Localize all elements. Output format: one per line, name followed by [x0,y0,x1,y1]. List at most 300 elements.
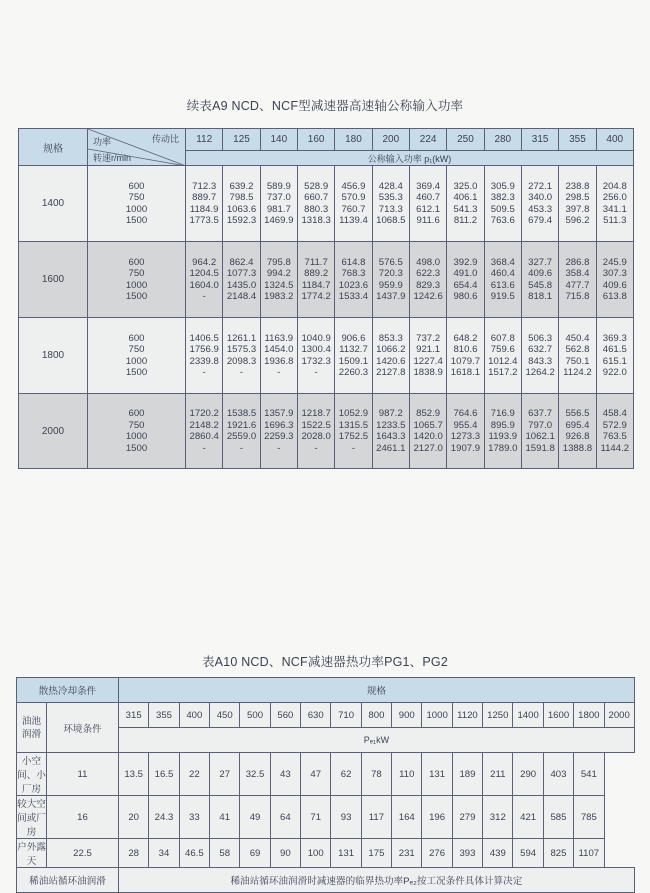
power-value: 1575.3 [226,344,257,355]
power-value: 369.4 [416,180,441,192]
power-value: - [351,442,356,454]
power-value: 895.9 [490,419,515,431]
speed-value: 600 [128,408,145,419]
power-cell [447,242,484,318]
power-value: 1437.9 [376,291,406,302]
thermal-power-value: 100 [301,839,331,868]
power-value: 679.4 [528,215,553,226]
power-cell [596,166,633,242]
power-cell [372,166,409,242]
power-cell [559,166,596,242]
speed-label: 转速r/min [93,153,131,163]
thermal-power-value: 24.3 [149,796,179,839]
power-cell [186,394,223,469]
power-value: 1066.2 [376,344,406,355]
power-value: 612.1 [416,203,441,215]
thermal-power-value: 189 [452,753,482,796]
power-value: - [277,442,281,454]
power-value: 1773.5 [189,215,219,226]
speed-value: 600 [128,332,145,344]
power-cell [223,318,260,394]
size-header: 2000 [604,703,634,728]
power-value: 541.3 [453,203,478,215]
power-cell [596,242,633,318]
power-value: - [314,442,318,454]
power-value: 716.9 [490,408,515,419]
power-value: 2127.8 [376,367,406,378]
thermal-power-value: 34 [149,839,179,868]
spec-value: 2000 [19,394,88,469]
thermal-power-value: 71 [301,796,331,839]
power-value: 852.9 [416,408,441,419]
power-value: 1261.1 [226,332,257,344]
thermal-power-value: 93 [331,796,361,839]
thermal-power-value: 211 [483,753,513,796]
thermal-power-value: 393 [452,839,482,868]
speed-value: 1500 [125,442,148,454]
power-cell [409,318,446,394]
power-value: 1065.7 [413,419,443,431]
power-value: 1052.9 [338,408,369,419]
power-value: 737.2 [416,332,441,344]
power-cell [521,318,558,394]
thermal-power-value: 403 [543,753,573,796]
power-cell [297,166,334,242]
ratio-header: 250 [447,129,484,151]
power-value: 750.1 [565,355,590,367]
thermal-power-value: 131 [422,753,452,796]
thermal-power-value: 131 [331,839,361,868]
power-value: 1163.9 [264,332,294,344]
power-value: 737.0 [266,192,291,203]
power-value: 272.1 [528,180,553,192]
power-value: 1454.0 [264,344,294,355]
power-value: 1420.6 [376,355,406,367]
power-value: 1936.8 [264,355,294,367]
size-header: 500 [240,703,270,728]
power-value: 654.4 [453,279,478,291]
env-condition-header: 环境条件 [47,703,119,753]
power-label: 功率 [93,137,112,147]
power-value: 2028.0 [301,431,331,442]
speed-value: 1500 [125,291,148,302]
power-value: 1696.3 [264,419,294,431]
power-value: 695.4 [565,419,590,431]
power-cell [223,394,260,469]
power-value: 456.9 [341,180,366,192]
power-value: 622.3 [416,268,441,279]
power-value: 613.8 [602,291,627,302]
power-value: 406.1 [453,192,478,203]
table-a9 [18,128,634,469]
power-value: 460.7 [416,192,441,203]
power-value: 409.6 [602,279,627,291]
power-cell [335,166,372,242]
power-cell [559,318,596,394]
thermal-power-value: 49 [240,796,270,839]
power-value: 1756.9 [189,344,219,355]
power-value: 397.8 [565,203,590,215]
power-value: 450.4 [565,332,590,344]
power-value: 2148.4 [226,291,257,302]
thermal-power-value: 78 [361,753,391,796]
power-value: 1720.2 [189,408,219,419]
power-value: 760.7 [341,203,366,215]
power-value: 1509.1 [338,355,369,367]
power-value: 562.8 [565,344,590,355]
power-cell [447,394,484,469]
thermal-power-value: 196 [422,796,452,839]
circulating-oil-note: 稀油站循环油润滑时减速器的临界热功率Pₑ₂按工况条件具体计算决定 [119,868,635,893]
env-label: 户外露天 [17,839,47,868]
power-value: 506.3 [528,332,553,344]
power-value: 763.6 [490,215,515,226]
ratio-header: 400 [596,129,633,151]
power-value: 369.3 [602,332,627,344]
power-value: 811.2 [453,215,478,226]
table-a9-title: 续表A9 NCD、NCF型减速器高速轴公称输入功率 [186,99,464,113]
table-a9-header-row [19,129,634,151]
power-value: 818.1 [528,291,553,302]
power-value: 720.3 [378,268,403,279]
ratio-header: 180 [335,129,372,151]
power-value: 639.2 [229,180,254,192]
thermal-power-value: 69 [240,839,270,868]
thermal-power-value: 43 [270,753,300,796]
power-value: 1300.4 [301,344,331,355]
ratio-label: 传动比 [151,134,179,144]
diagonal-corner [88,129,185,165]
env-row [17,796,635,839]
power-value: 795.8 [266,256,291,268]
power-value: 1406.5 [189,332,219,344]
power-value: 453.3 [528,203,553,215]
ratio-header: 200 [372,129,409,151]
power-value: 325.0 [453,180,478,192]
power-value: 711.7 [304,256,328,268]
thermal-power-value: 231 [392,839,422,868]
power-cell [260,318,297,394]
speed-value: 750 [128,268,145,279]
power-value: 409.6 [528,268,553,279]
power-cell [260,166,297,242]
power-value: 797.0 [528,419,553,431]
power-value: 491.0 [453,268,478,279]
power-value: 880.3 [304,203,329,215]
size-header: 315 [119,703,149,728]
power-cell [521,394,558,469]
speed-list [88,394,186,469]
thermal-power-value: 541 [574,753,604,796]
thermal-power-value: 594 [513,839,543,868]
power-value: 1618.1 [450,367,481,378]
power-value: 1139.4 [339,215,368,226]
power-cell [372,394,409,469]
power-value: 1435.0 [226,279,257,291]
power-value: 2098.3 [226,355,257,367]
power-value: 428.4 [378,180,403,192]
power-value: 204.8 [602,180,627,192]
power-value: - [202,442,206,454]
power-value: 1264.2 [525,367,555,378]
power-value: 1063.6 [226,203,257,215]
power-value: 2259.3 [264,431,294,442]
power-value: 509.5 [490,203,515,215]
power-cell [260,394,297,469]
env-row [17,753,635,796]
power-value: 1079.7 [450,355,481,367]
power-cell [484,394,521,469]
thermal-power-value: 32.5 [240,753,270,796]
corner-header [88,129,186,166]
speed-value: 1500 [125,215,148,226]
power-value: 1062.1 [525,431,555,442]
power-value: 955.4 [453,419,478,431]
size-header: 450 [210,703,240,728]
power-value: 1591.8 [525,442,555,454]
size-header: 1250 [483,703,513,728]
power-value: 810.6 [453,344,478,355]
power-cell [297,394,334,469]
speed-value: 1000 [125,355,148,367]
spec-header: 规格 [19,129,88,166]
power-value: 759.6 [490,344,515,355]
power-value: 2461.1 [376,442,406,454]
power-value: 922.0 [602,367,627,378]
power-value: 1218.7 [301,408,331,419]
size-header: 800 [361,703,391,728]
ratio-header: 140 [260,129,297,151]
env-label: 较大空间或厂房 [17,796,47,839]
ratio-header: 280 [484,129,521,151]
thermal-power-value: 62 [331,753,361,796]
power-value: 1388.8 [562,442,593,454]
size-header: 355 [149,703,179,728]
thermal-power-value: 16 [47,796,119,839]
power-value: 498.0 [416,256,441,268]
speed-value: 1000 [125,279,148,291]
power-value: 798.5 [229,192,254,203]
power-cell [372,242,409,318]
speed-value: 750 [128,344,145,355]
power-value: 570.9 [341,192,366,203]
power-value: 889.7 [192,192,217,203]
thermal-power-value: 22.5 [47,839,119,868]
power-value: 1318.3 [301,215,331,226]
cooling-condition-header: 散热冷却条件 [17,678,119,703]
power-cell [409,394,446,469]
power-value: 614.8 [341,256,366,268]
power-value: 615.1 [602,355,627,367]
thermal-power-value: 41 [210,796,240,839]
power-value: 461.5 [602,344,627,355]
spec-header: 规格 [119,678,635,703]
power-cell [484,242,521,318]
power-cell [521,166,558,242]
power-value: 1420.0 [413,431,443,442]
thermal-power-value: 27 [210,753,240,796]
power-value: 926.8 [565,431,590,442]
thermal-power-value: 20 [119,796,149,839]
spec-value: 1600 [19,242,88,318]
power-value: 1040.9 [301,332,331,344]
speed-value: 1000 [125,203,148,215]
speed-value: 1000 [125,431,148,442]
power-value: - [277,367,281,378]
power-value: 1242.6 [413,291,443,302]
power-cell [223,242,260,318]
size-header: 1600 [543,703,573,728]
speed-value: 750 [128,192,145,203]
power-value: 572.9 [602,419,627,431]
power-value: 340.0 [528,192,553,203]
power-value: 1233.5 [376,419,406,431]
power-value: 1077.3 [226,268,257,279]
power-value: - [239,367,244,378]
power-value: 911.6 [416,215,440,226]
power-value: 1732.3 [301,355,331,367]
ratio-header: 125 [223,129,260,151]
power-cell [409,166,446,242]
power-value: 528.9 [304,180,329,192]
spec-value: 1400 [19,166,88,242]
power-value: 1907.9 [450,442,481,454]
power-cell [521,242,558,318]
speed-value: 600 [128,180,145,192]
thermal-power-value: 110 [392,753,422,796]
power-value: 596.2 [565,215,590,226]
power-value: 843.3 [528,355,553,367]
power-cell [223,166,260,242]
power-value: 715.8 [565,291,590,302]
oil-bath-label: 油池润滑 [17,703,47,753]
power-value: 889.2 [304,268,329,279]
speed-list [88,242,186,318]
power-value: 2559.0 [226,431,257,442]
spec-value: 1800 [19,318,88,394]
spec-group-row [19,318,634,394]
power-value: 1643.3 [376,431,406,442]
thermal-power-value: 58 [210,839,240,868]
power-value: 1517.2 [488,367,518,378]
thermal-power-value: 117 [361,796,391,839]
sizes-row [17,703,635,728]
power-value: 919.5 [490,291,515,302]
thermal-power-value: 47 [301,753,331,796]
env-row [17,839,635,868]
thermal-power-value: 439 [483,839,513,868]
power-value: 477.7 [565,279,590,291]
power-value: 713.3 [378,203,403,215]
power-value: 1522.5 [301,419,331,431]
power-value: 298.5 [565,192,590,203]
thermal-power-value: 825 [543,839,573,868]
power-value: 286.8 [565,256,590,268]
power-cell [186,242,223,318]
table-a10-header-row [17,678,635,703]
power-value: 238.8 [565,180,590,192]
power-value: 535.3 [378,192,403,203]
unit-label: 公称输入功率 p₁(kW) [186,151,634,166]
thermal-power-value: 175 [361,839,391,868]
power-value: 1357.9 [264,408,294,419]
power-value: 1838.9 [413,367,443,378]
power-value: 1124.2 [563,367,592,378]
thermal-power-value: 90 [270,839,300,868]
power-value: 1469.9 [264,215,294,226]
power-value: 1023.6 [338,279,369,291]
power-value: 1012.4 [488,355,518,367]
thermal-power-value: 28 [119,839,149,868]
power-value: 712.3 [192,180,217,192]
power-value: 980.6 [453,291,478,302]
power-cell [335,242,372,318]
power-value: 1144.2 [600,442,630,454]
power-value: 556.5 [565,408,590,419]
power-cell [484,166,521,242]
footer-row [17,868,635,893]
size-header: 710 [331,703,361,728]
power-value: - [202,367,206,378]
thermal-power-value: 64 [270,796,300,839]
power-value: 768.3 [341,268,366,279]
power-value: 632.7 [528,344,553,355]
thermal-power-value: 164 [392,796,422,839]
thermal-power-value: 11 [47,753,119,796]
thermal-power-value: 1107 [574,839,604,868]
power-value: 368.4 [490,256,515,268]
power-value: 1324.5 [264,279,294,291]
table-a10 [16,677,635,893]
size-header: 630 [301,703,331,728]
power-value: 987.2 [378,408,403,419]
power-value: 1983.2 [264,291,294,302]
power-value: 1774.2 [301,291,331,302]
power-value: 921.1 [416,344,441,355]
size-header: 1120 [452,703,482,728]
power-value: 853.3 [378,332,403,344]
ratio-header: 315 [521,129,558,151]
power-value: 2148.2 [189,419,219,431]
power-value: 458.4 [602,408,627,419]
thermal-power-value: 33 [179,796,209,839]
power-value: 829.3 [416,279,441,291]
ratio-header: 112 [186,129,223,151]
power-value: 607.8 [490,332,515,344]
thermal-power-value: 279 [452,796,482,839]
power-value: 1184.7 [301,279,331,291]
power-cell [559,242,596,318]
power-cell [335,394,372,469]
power-cell [447,318,484,394]
power-value: 245.9 [602,256,627,268]
thermal-power-value: 312 [483,796,513,839]
power-cell [186,318,223,394]
power-cell [596,318,633,394]
power-value: 1184.9 [189,203,219,215]
power-cell [297,318,334,394]
power-cell [260,242,297,318]
power-value: 959.9 [378,279,403,291]
power-value: 660.7 [304,192,329,203]
power-value: 1789.0 [488,442,518,454]
size-header: 560 [270,703,300,728]
power-value: 1204.5 [189,268,219,279]
power-value: 2127.0 [413,442,443,454]
power-cell [484,318,521,394]
power-value: 511.3 [603,215,627,226]
speed-value: 750 [128,419,145,431]
